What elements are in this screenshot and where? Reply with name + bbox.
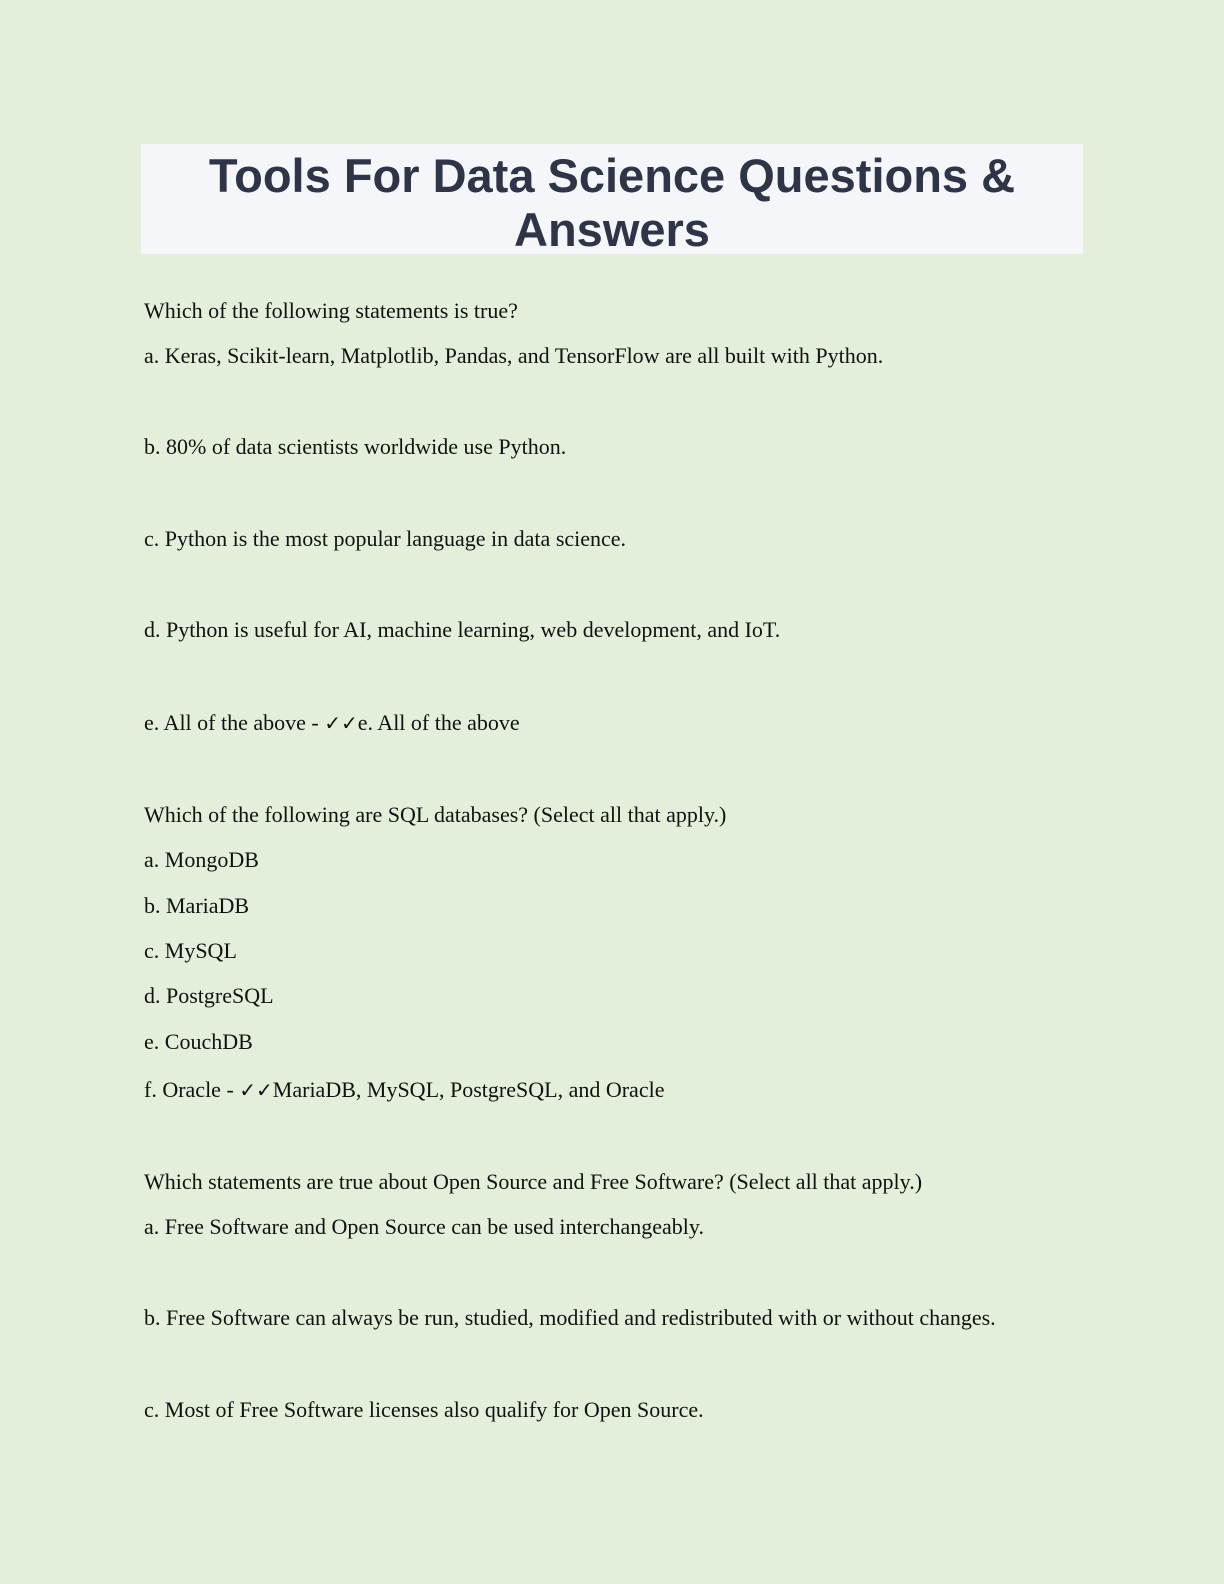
answer-option: c. Most of Free Software licenses also qualify for Open Source. (144, 1397, 704, 1422)
page-title: Tools For Data Science Questions & Answers (208, 149, 1016, 256)
answer-option: d. Python is useful for AI, machine learning, web development, and IoT. (144, 617, 781, 642)
answer-option: a. Keras, Scikit-learn, Matplotlib, Pandas, and TensorFlow are all built with Python. (144, 343, 884, 368)
correct-answer: e. All of the above (357, 710, 520, 735)
title-banner (141, 144, 1083, 254)
answer-option: d. PostgreSQL (144, 983, 274, 1008)
answer-option: b. MariaDB (144, 893, 250, 918)
answer-option: b. 80% of data scientists worldwide use Python. (144, 434, 567, 459)
answer-option: e. CouchDB (144, 1029, 253, 1054)
answer-option-with-answer (144, 710, 520, 736)
answer-option-label: f. Oracle - (144, 1077, 240, 1102)
answer-option: a. MongoDB (144, 847, 259, 872)
double-check-icon: ✓✓ (324, 711, 358, 735)
answer-option: a. Free Software and Open Source can be used interchangeably. (144, 1214, 704, 1239)
answer-option: c. MySQL (144, 938, 237, 963)
double-check-icon: ✓✓ (239, 1078, 273, 1102)
question-text: Which of the following statements is true? (144, 298, 518, 323)
answer-option: c. Python is the most popular language in data science. (144, 526, 627, 551)
question-text: Which statements are true about Open Source and Free Software? (Select all that apply.) (144, 1169, 923, 1194)
correct-answer: MariaDB, MySQL, PostgreSQL, and Oracle (272, 1077, 665, 1102)
question-text: Which of the following are SQL databases? (Select all that apply.) (144, 802, 727, 827)
answer-option-label: e. All of the above - (144, 710, 325, 735)
answer-option: b. Free Software can always be run, studied, modified and redistributed with or without changes. (144, 1305, 996, 1330)
answer-option-with-answer (144, 1077, 664, 1103)
